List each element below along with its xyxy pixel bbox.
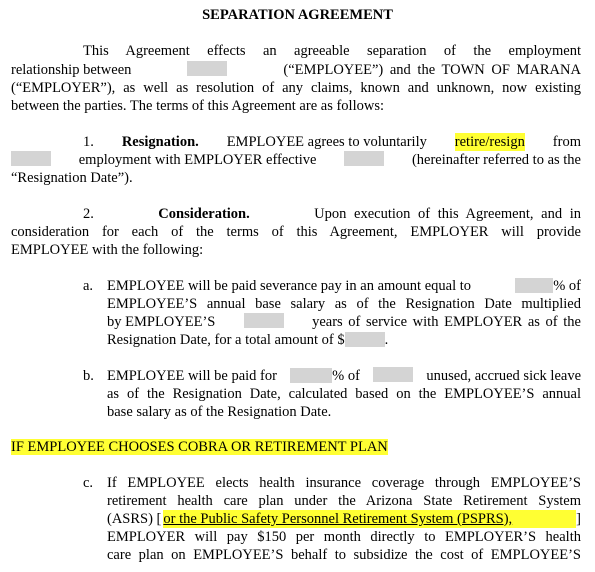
intro-line-4: between the parties. The terms of this Agreement are as follows: (11, 98, 384, 114)
item-c-text-a: (ASRS) [ (107, 511, 162, 527)
intro-line-2-end: (“EMPLOYEE”) and the TOWN OF MARANA (283, 62, 581, 78)
item-c-line-4: EMPLOYER will pay $150 per month directly to EMPLOYER’S health (107, 529, 581, 545)
item-a-text-a: EMPLOYEE will be paid severance pay in an amount equal to (107, 278, 472, 294)
section-1-number: 1. (83, 134, 94, 150)
item-a-line-2: EMPLOYEE’S annual base salary as of the Resignation Date multiplied (107, 296, 581, 312)
section-2-heading: Consideration. (158, 206, 250, 222)
item-b-label: b. (83, 368, 94, 384)
psprs-highlight: or the Public Safety Personnel Retirement System (PSPRS), (163, 510, 576, 528)
section-1-text-d: (hereinafter referred to as the (411, 152, 581, 168)
item-a-text-f: . (384, 332, 389, 348)
section-2-line-2: consideration for each of the terms of this Agreement, EMPLOYER will provide (11, 224, 581, 240)
section-1-line-3: “Resignation Date”). (11, 170, 133, 186)
item-a-text-c: by EMPLOYEE’S (107, 314, 216, 330)
sick-leave-percent-redaction (290, 368, 332, 383)
item-b-line-3: base salary as of the Resignation Date. (107, 404, 332, 420)
document-title: SEPARATION AGREEMENT (202, 7, 393, 23)
section-1-heading: Resignation. (121, 134, 199, 150)
item-a-line-3 (107, 313, 581, 331)
section-1-text-b: from (552, 134, 581, 150)
years-of-service-redaction (244, 313, 284, 328)
effective-date-redaction (344, 151, 384, 166)
item-a-line-4 (107, 331, 388, 349)
section-1-text-a: EMPLOYEE agrees to voluntarily (226, 134, 427, 150)
item-c-line-2: retirement health care plan under the Arizona State Retirement System (107, 493, 581, 509)
cobra-heading-text: IF EMPLOYEE CHOOSES COBRA OR RETIREMENT PLAN (11, 439, 388, 455)
employee-name-redaction (11, 151, 51, 166)
item-a-text-d: years of service with EMPLOYER as of the (312, 314, 581, 330)
item-a-label: a. (83, 278, 94, 294)
item-b-text-c: unused, accrued sick leave (426, 368, 581, 384)
item-c-label: c. (83, 475, 94, 491)
section-1-line-2 (11, 151, 581, 169)
item-c-text-b: ] (576, 511, 581, 527)
intro-line-2-start: relationship between (11, 62, 132, 78)
intro-line-1: This Agreement effects an agreeable separation of the employment (83, 43, 581, 59)
total-amount-redaction (345, 332, 385, 347)
intro-line-2 (11, 61, 581, 79)
section-2-text-a: Upon execution of this Agreement, and in (314, 206, 581, 222)
section-1-line-1 (83, 133, 581, 151)
item-b-text-a: EMPLOYEE will be paid for (107, 368, 277, 384)
cobra-heading (11, 438, 388, 456)
item-b-line-1 (107, 367, 581, 385)
sick-leave-hours-redaction (373, 367, 413, 382)
item-c-line-3 (107, 510, 581, 528)
section-1-text-c: employment with EMPLOYER effective (78, 152, 317, 168)
item-a-line-1 (107, 277, 581, 295)
severance-percent-redaction (515, 278, 553, 293)
item-b-text-b: % of (332, 368, 360, 384)
section-2-line-3: EMPLOYEE with the following: (11, 242, 204, 258)
item-a-text-e: Resignation Date, for a total amount of $ (107, 332, 345, 348)
section-2-line-1 (83, 205, 581, 223)
employee-name-redaction (187, 61, 227, 76)
item-c-line-1: If EMPLOYEE elects health insurance coverage through EMPLOYEE’S (107, 475, 581, 491)
item-c-line-5: care plan on EMPLOYEE’S behalf to subsidize the cost of EMPLOYEE’S (107, 547, 581, 563)
item-b-line-2: as of the Resignation Date, calculated based on the EMPLOYEE’S annual (107, 386, 581, 402)
item-a-text-b: % of (553, 278, 581, 294)
retire-resign-highlight: retire/resign (454, 134, 525, 150)
intro-line-3: (“EMPLOYER”), as well as resolution of any claims, known and unknown, now existing (11, 80, 581, 96)
section-2-number: 2. (83, 206, 94, 222)
